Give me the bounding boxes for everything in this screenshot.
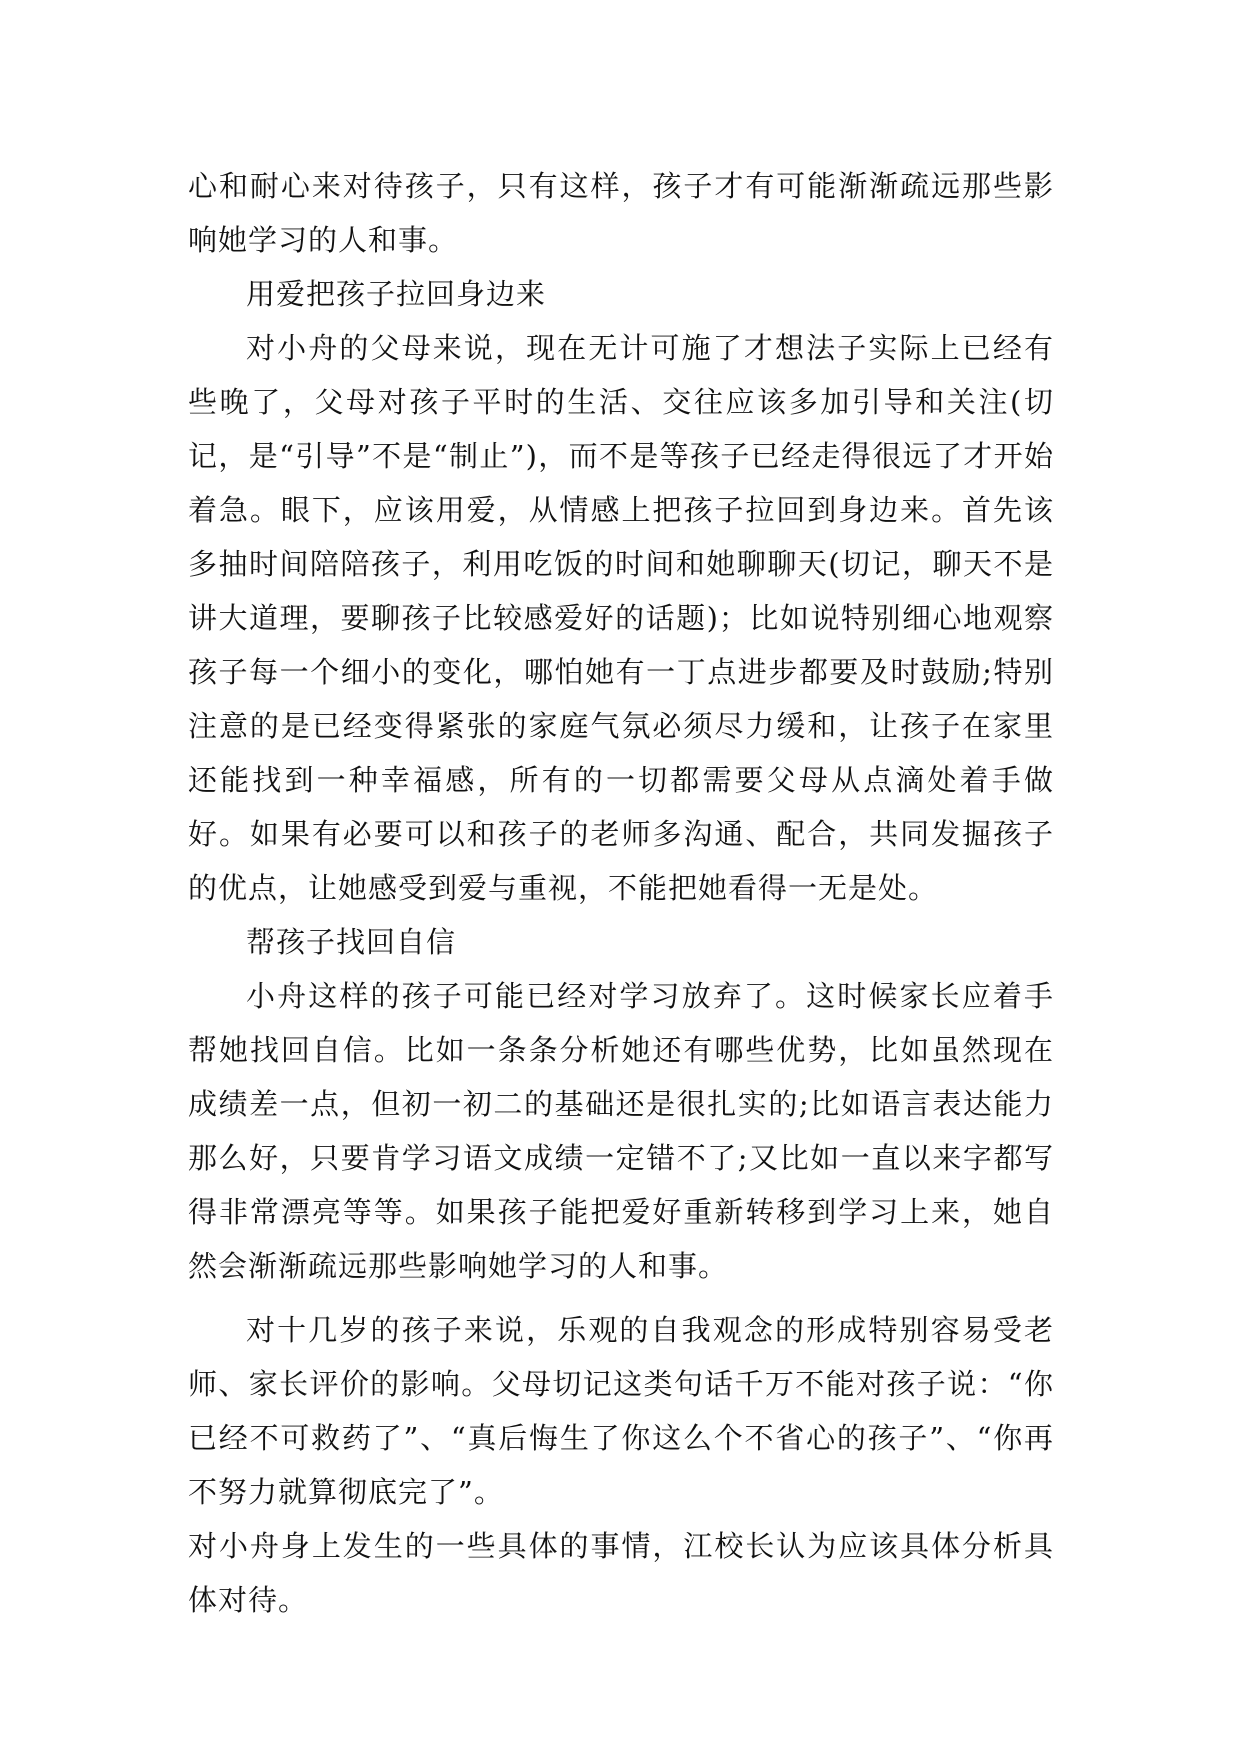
paragraph-principal-view: 对小舟身上发生的一些具体的事情，江校长认为应该具体分析具体对待。 <box>188 1529 1054 1617</box>
paragraph-confidence: 小舟这样的孩子可能已经对学习放弃了。这时候家长应着手帮她找回自信。比如一条条分析她还有哪些优势，比如虽然现在成绩差一点，但初一初二的基础还是很扎实的;比如语言表达能力那么好，只要肯学习语文成绩一定错不了;又比如一直以来字都写得非常漂亮等等。如果孩子能把爱好重新转移到学习上来，她自然会渐渐疏远那些影响她学习的人和事。 <box>188 979 1054 1283</box>
paragraph-self-concept: 对十几岁的孩子来说，乐观的自我观念的形成特别容易受老师、家长评价的影响。父母切记这类句话千万不能对孩子说：“你已经不可救药了”、“真后悔生了你这么个不省心的孩子”、“你再不努力就算彻底完了”。 <box>188 1313 1054 1509</box>
section-heading-love: 用爱把孩子拉回身边来 <box>246 277 547 311</box>
paragraph-continuation: 心和耐心来对待孩子，只有这样，孩子才有可能渐渐疏远那些影响她学习的人和事。 <box>188 169 1054 257</box>
section-heading-confidence: 帮孩子找回自信 <box>246 925 457 959</box>
paragraph-parents-advice: 对小舟的父母来说，现在无计可施了才想法子实际上已经有些晚了，父母对孩子平时的生活、交往应该多加引导和关注(切记，是“引导”不是“制止”)，而不是等孩子已经走得很远了才开始着急。眼下，应该用爱，从情感上把孩子拉回到身边来。首先该多抽时间陪陪孩子，利用吃饭的时间和她聊聊天(切记，聊天不是讲大道理，要聊孩子比较感爱好的话题)；比如说特别细心地观察孩子每一个细小的变化，哪怕她有一丁点进步都要及时鼓励;特别注意的是已经变得紧张的家庭气氛必须尽力缓和，让孩子在家里还能找到一种幸福感，所有的一切都需要父母从点滴处着手做好。如果有必要可以和孩子的老师多沟通、配合，共同发掘孩子的优点，让她感受到爱与重视，不能把她看得一无是处。 <box>188 331 1054 905</box>
document-body <box>188 159 1054 1627</box>
